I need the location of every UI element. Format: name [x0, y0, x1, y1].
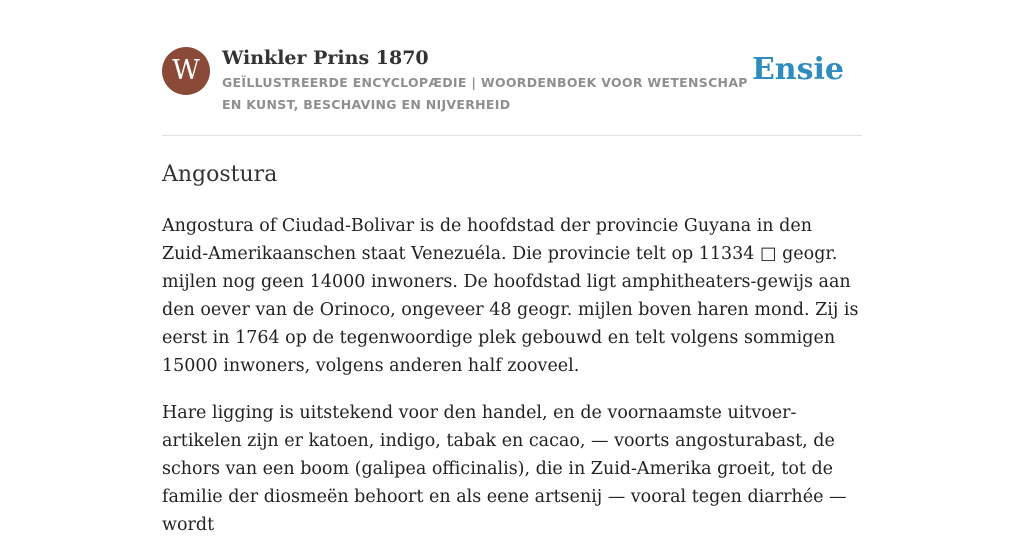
source-title[interactable]: Winkler Prins 1870	[222, 47, 429, 69]
source-subtitle: GEÏLLUSTREERDE ENCYCLOPÆDIE | WOORDENBOEK VOOR WETENSCHAP EN KUNST, BESCHAVING EN NIJVERHEID	[222, 75, 748, 112]
ensie-logo-link[interactable]: Ensie	[751, 52, 844, 87]
content-container	[162, 0, 862, 535]
entry-body	[162, 212, 862, 558]
entry-title: Angostura	[162, 162, 278, 187]
source-header	[162, 0, 862, 136]
entry-paragraph: Angostura of Ciudad-Bolivar is de hoofdstad der provincie Guyana in den Zuid-Amerikaanschen staat Venezuéla. Die provincie telt op 11334 □ geogr. mijlen nog geen 14000 inwoners. De hoofdstad ligt amphitheaters-gewijs aan den oever van de Orinoco, ongeveer 48 geogr. mijlen boven haren mond. Zij is eerst in 1764 op de tegenwoordige plek gebouwd en telt volgens sommigen 15000 inwoners, volgens anderen half zooveel.	[162, 216, 859, 376]
source-avatar[interactable]: W	[162, 47, 210, 95]
entry-paragraph: Hare ligging is uitstekend voor den handel, en de voornaamste uitvoer-artikelen zijn er katoen, indigo, tabak en cacao, — voorts angosturabast, de schors van een boom (galipea officinalis), die in Zuid-Amerika groeit, tot de familie der diosmeën behoort en als eene artsenij — vooral tegen diarrhée — wordt	[162, 403, 847, 535]
